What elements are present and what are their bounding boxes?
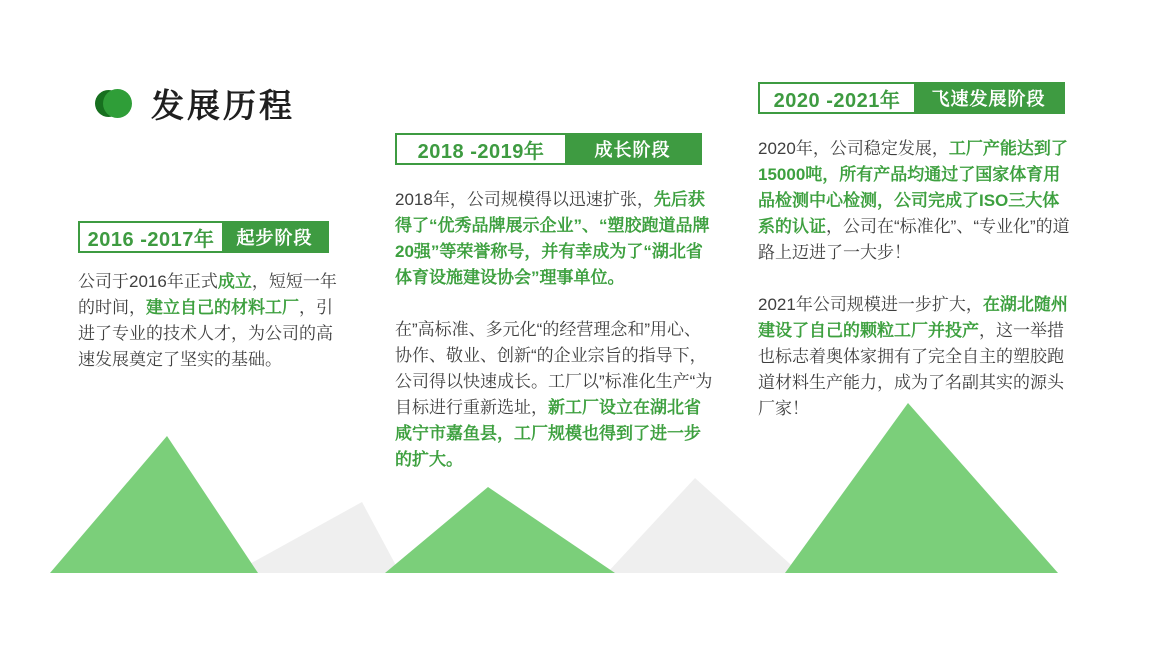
stage-badge: 飞速发展阶段 (914, 84, 1063, 112)
body-text: ，引进了专业的技术人才，为公司的高速发展奠定了坚实的基础。 (78, 298, 333, 369)
body-text: ，公司在“标准化”、“专业化”的道路上迈进了一大步！ (758, 217, 1070, 262)
body-text: 公司于2016年正式 (78, 272, 218, 291)
mountain-green-middle (385, 487, 615, 573)
paragraph (758, 292, 1072, 422)
overlapping-circles-icon (95, 89, 131, 119)
highlighted-text: 工厂产能达到了15000吨，所有产品均通过了国家体育用品检测中心检测，公司完成了ISO三大体系的认证 (758, 139, 1068, 236)
title-block (95, 80, 295, 127)
body-text: ，这一举措也标志着奥体家拥有了完全自主的塑胶跑道材料生产能力，成为了名副其实的源头厂家！ (758, 321, 1064, 418)
stage-body (78, 269, 346, 373)
highlighted-text: 先后获得了“优秀品牌展示企业”、“塑胶跑道品牌20强”等荣誉称号，并有幸成为了“湖北省体育设施建设协会”理事单位。 (395, 190, 710, 287)
stage-body (395, 187, 713, 473)
mountain-gray-left (246, 502, 400, 573)
stage-column-2016-2017 (78, 221, 346, 373)
highlighted-text: 在湖北随州建设了自己的颗粒工厂并投产 (758, 295, 1068, 340)
paragraph (395, 317, 713, 473)
stage-body (758, 136, 1072, 422)
year-badge: 2018 -2019年 (397, 135, 565, 163)
circle-front-icon (103, 89, 132, 118)
page-title: 发展历程 (151, 87, 295, 124)
stage-column-2018-2019 (395, 133, 713, 473)
stage-header (758, 82, 1065, 114)
highlighted-text: 新工厂设立在湖北省咸宁市嘉鱼县，工厂规模也得到了进一步的扩大。 (395, 398, 701, 469)
year-badge: 2016 -2017年 (80, 223, 222, 251)
highlighted-text: 成立 (217, 272, 252, 291)
paragraph (758, 136, 1072, 266)
paragraph (78, 269, 346, 373)
paragraph (395, 187, 713, 291)
stage-header (395, 133, 702, 165)
body-text: ，短短一年的时间， (78, 272, 337, 317)
mountain-green-left (50, 436, 258, 573)
body-text: 2018年，公司规模得以迅速扩张， (395, 190, 654, 209)
body-text: 在”高标准、多元化“的经营理念和”用心、协作、敬业、创新“的企业宗旨的指导下，公司得以快速成长。工厂以”标准化生产“为目标进行重新选址， (395, 320, 713, 417)
stage-badge: 起步阶段 (222, 223, 327, 251)
body-text: 2021年公司规模进一步扩大， (758, 295, 983, 314)
stage-header (78, 221, 329, 253)
mountain-green-right (785, 403, 1058, 573)
mountain-gray-right (607, 478, 800, 573)
body-text: 2020年，公司稳定发展， (758, 139, 949, 158)
stage-badge: 成长阶段 (565, 135, 700, 163)
highlighted-text: 建立自己的材料工厂 (146, 298, 299, 317)
stage-column-2020-2021 (758, 82, 1072, 422)
year-badge: 2020 -2021年 (760, 84, 914, 112)
